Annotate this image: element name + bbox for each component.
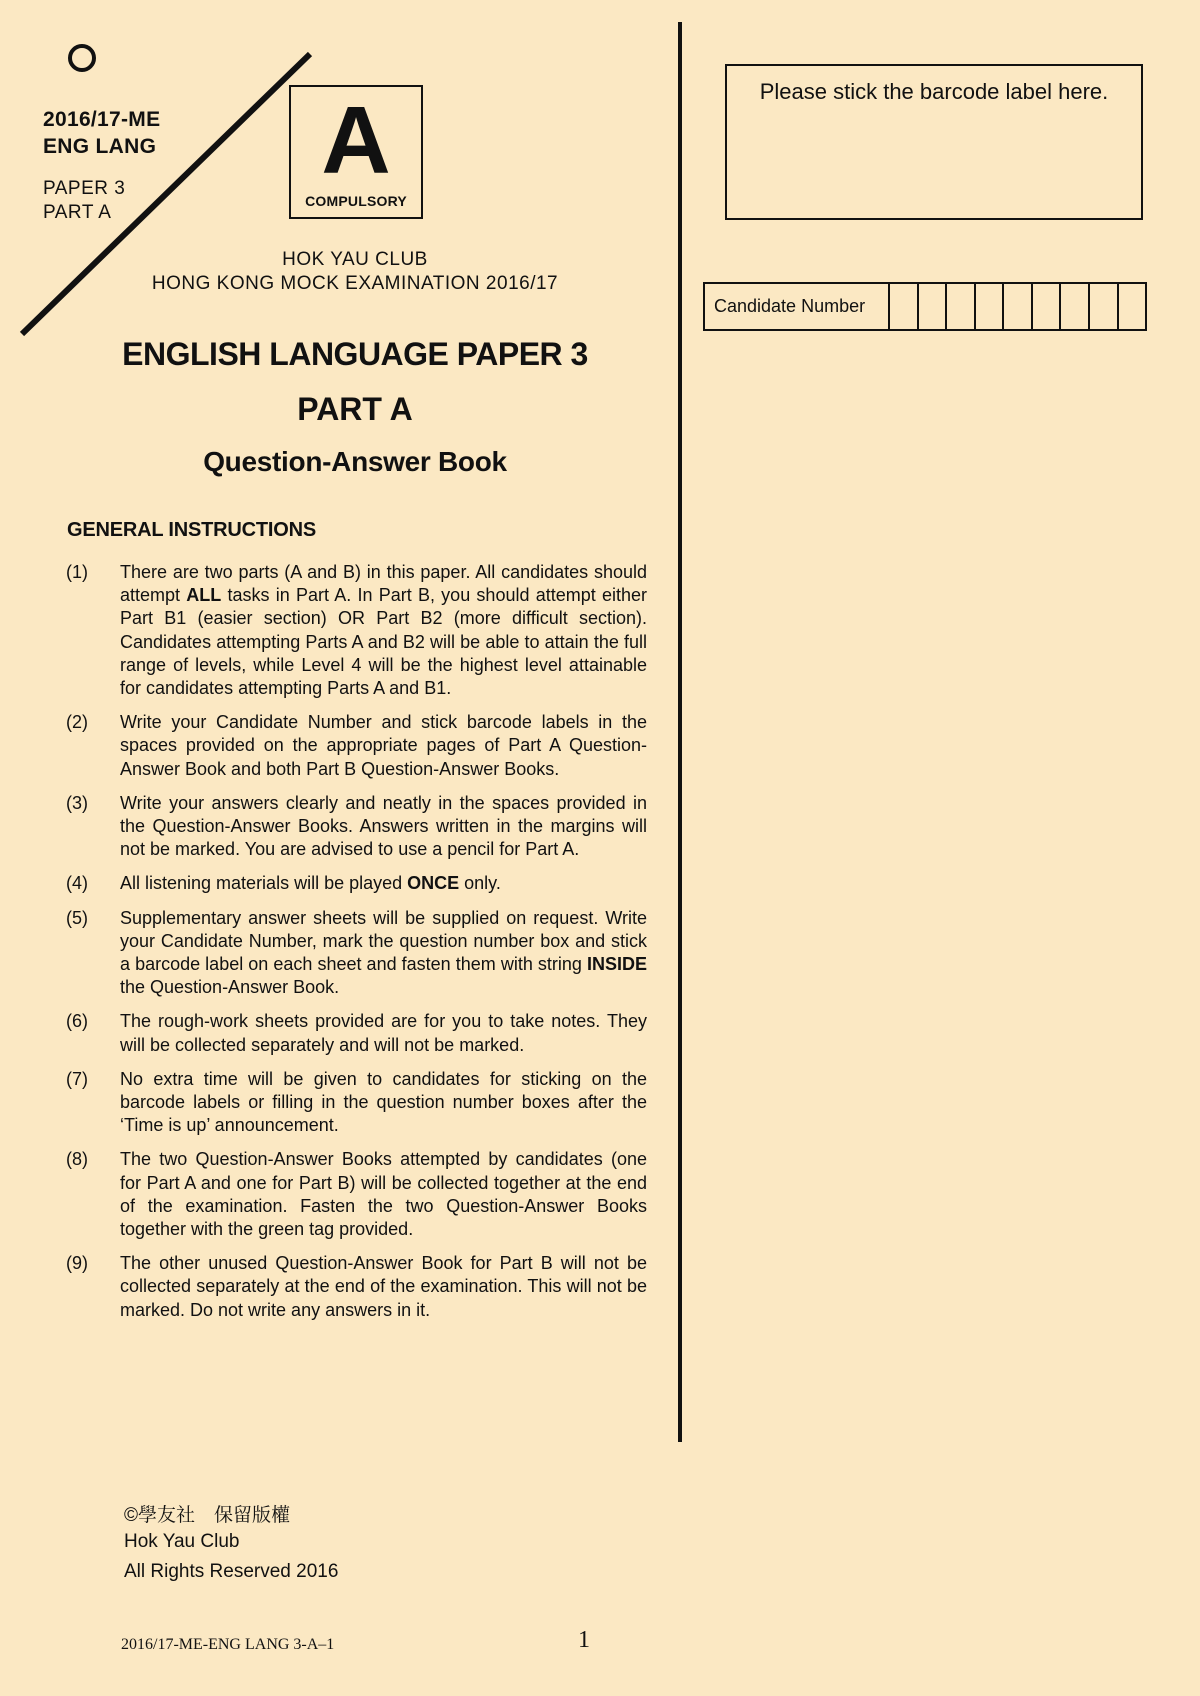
candidate-number-digit-box[interactable] [1119, 284, 1146, 329]
instruction-text [120, 1010, 647, 1056]
instruction-text-run: The rough-work sheets provided are for you to take notes. They will be collected separately and will not be marked. [120, 1011, 647, 1055]
instruction-text [120, 907, 647, 1000]
copyright-holder: Hok Yau Club [124, 1531, 240, 1552]
instruction-text-run: tasks in Part A. In Part B, you should attempt either Part B1 (easier section) OR Part B2 (more difficult section). Candidates attempting Parts A and B2 will be able to attain the full range of levels, while Level 4 will be the highest level attainable for candidates attempting Parts A and B1. [120, 585, 647, 699]
instruction-text-run: No extra time will be given to candidates for sticking on the barcode labels or filling in the question number boxes after the ‘Time is up’ announcement. [120, 1068, 647, 1136]
candidate-number-digit-box[interactable] [1004, 284, 1033, 329]
instruction-number: (7) [66, 1068, 88, 1089]
instruction-text-run: All listening materials will be played [120, 873, 408, 894]
instruction-text-run: The other unused Question-Answer Book for Part B will not be collected separately at the end of the examination. This will not be marked. Do not write any answers in it. [120, 1253, 647, 1320]
diagonal-line [0, 0, 330, 350]
book-title: Question-Answer Book [203, 446, 507, 477]
candidate-number-digit-box[interactable] [947, 284, 976, 329]
instruction-text [120, 1252, 647, 1322]
organiser-name: HOK YAU CLUB [282, 249, 428, 270]
paper-title: ENGLISH LANGUAGE PAPER 3 [122, 336, 588, 372]
section-letter: A [321, 87, 391, 194]
instruction-text [120, 792, 647, 862]
candidate-number-digit-box[interactable] [919, 284, 948, 329]
part-title: PART A [297, 391, 413, 427]
instruction-number: (5) [66, 907, 88, 928]
instruction-emphasis: INSIDE [586, 954, 647, 975]
candidate-number-digit-box[interactable] [1033, 284, 1062, 329]
paper-code [43, 177, 125, 225]
instruction-number: (9) [66, 1253, 88, 1274]
instruction-emphasis: ALL [186, 585, 222, 606]
subject-code-line1: 2016/17-ME [43, 108, 161, 131]
instructions-list [66, 561, 647, 1333]
instruction-item [66, 1010, 647, 1056]
section-label: COMPULSORY [305, 193, 407, 209]
candidate-number-box [703, 282, 1147, 331]
candidate-number-label: Candidate Number [705, 284, 890, 329]
barcode-label-box [725, 64, 1143, 220]
instruction-item [66, 561, 647, 700]
exam-name: HONG KONG MOCK EXAMINATION 2016/17 [151, 273, 559, 294]
instruction-number: (4) [66, 873, 88, 894]
candidate-number-digit-box[interactable] [1090, 284, 1119, 329]
instruction-text-run: Supplementary answer sheets will be supplied on request. Write your Candidate Number, mark the question number box and stick a barcode label on each sheet and fasten them with string [120, 907, 647, 975]
instruction-text-run: Write your answers clearly and neatly in the spaces provided in the Question-Answer Books. Answers written in the margins will not be marked. You are advised to use a pencil for Part A. [120, 792, 647, 860]
instruction-text [120, 1148, 647, 1241]
instruction-emphasis: ONCE [407, 873, 460, 894]
candidate-number-digit-box[interactable] [976, 284, 1005, 329]
copyright-notice: All Rights Reserved 2016 [124, 1561, 339, 1582]
instruction-text-run: the Question-Answer Book. [120, 977, 340, 998]
candidate-number-digit-box[interactable] [1061, 284, 1090, 329]
barcode-label-text: Please stick the barcode label here. [759, 79, 1109, 104]
instructions-heading: GENERAL INSTRUCTIONS [67, 519, 316, 541]
instruction-item [66, 1148, 647, 1241]
instruction-text [120, 872, 647, 895]
subject-code [43, 106, 160, 160]
subject-code-line2: ENG LANG [43, 135, 157, 158]
paper-code-line1: PAPER 3 [43, 178, 126, 199]
instruction-text [120, 711, 647, 781]
copyright-chinese: ©學友社 保留版權 [124, 1505, 290, 1526]
section-box [289, 85, 423, 219]
instruction-item [66, 907, 647, 1000]
instruction-number: (2) [66, 712, 88, 733]
instruction-item [66, 792, 647, 862]
instruction-text-run: Write your Candidate Number and stick barcode labels in the spaces provided on the appropriate pages of Part A Question-Answer Book and both Part B Question-Answer Books. [120, 712, 647, 779]
page-number: 1 [578, 1627, 590, 1653]
instruction-text [120, 1068, 647, 1138]
instruction-item [66, 872, 647, 895]
instruction-text-run: There are two parts (A and B) in this paper. All candidates should attempt [120, 562, 647, 606]
instruction-item [66, 1068, 647, 1138]
instruction-item [66, 711, 647, 781]
instruction-number: (6) [66, 1011, 88, 1032]
instruction-number: (8) [66, 1149, 88, 1170]
instruction-text-run: only. [459, 873, 501, 894]
instruction-number: (3) [66, 792, 88, 813]
candidate-number-digit-box[interactable] [890, 284, 919, 329]
footer-paper-code: 2016/17-ME-ENG LANG 3-A–1 [121, 1636, 335, 1653]
instruction-number: (1) [66, 562, 88, 582]
instruction-text [120, 561, 647, 700]
paper-code-line2: PART A [43, 202, 112, 223]
instruction-text-run: The two Question-Answer Books attempted by candidates (one for Part A and one for Part B) will be collected together at the end of the examination. Fasten the two Question-Answer Books together with the green tag provided. [120, 1149, 647, 1240]
vertical-divider [678, 22, 682, 1442]
instruction-item [66, 1252, 647, 1322]
